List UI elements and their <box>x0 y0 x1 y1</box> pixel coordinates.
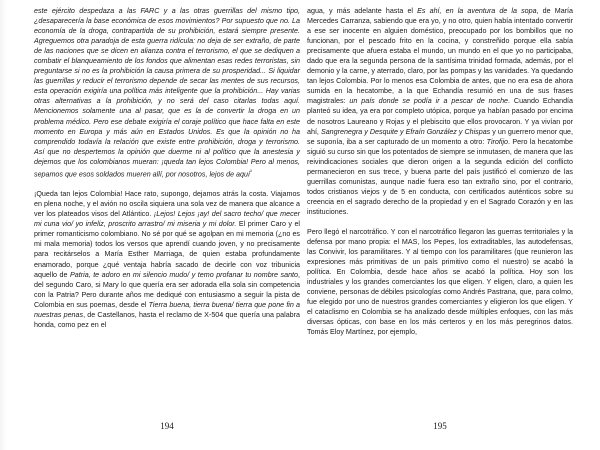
italic-text-run: Tierra buena, tierra buena/ tierra que pone fin a nuestras penas <box>34 300 300 319</box>
text-run: . Cuando Echandía planteó su idea, ya era por completo utópica, porque ya habían pasado por encima de nosotros Laureano y Rojas y el plebiscito que ellos provocaron. Y ya vivían por ahí, <box>307 97 574 136</box>
left-page-text <box>34 6 300 330</box>
right-page <box>307 0 573 450</box>
paragraph <box>307 6 573 217</box>
text-run: , de Castellanos, hasta el reclamo de X-504 que quería una palabra honda, como pez en el <box>34 310 300 329</box>
page-number-right: 195 <box>433 421 447 431</box>
right-page-text <box>307 6 573 338</box>
text-run: y un guerrero menor que, se suponía, iba a ser capturado de un momento a otro: <box>307 127 573 146</box>
paragraph <box>307 227 573 338</box>
italic-text-run: Tirofijo <box>486 137 509 146</box>
text-run: Pero llegó el narcotráfico. Y con el narcotráfico llegaron las guerras territoriales y la defensa por mano propia: el MAS, los Pepes, los extraditables, las autodefensas, las Convivir, los paramilitares. Y al tiempo con los paramilitares (que reunieron las expresiones más primitivas de un país primitivo como el nuestro) se acabó la política. En Colombia, desde hace años se acabó la política. Hoy son los industriales y los grandes comerciantes los que eligen. Y eligen, claro, a quien les conviene, personas de débiles psicologías como Andrés Pastrana, que, para colmo, fue elegido por uno de nuestros grandes comerciantes y eligieron los que eligen. Y el cataclismo en Colombia se ha analizado desde múltiples enfoques, con las más diversas ópticas, con base en los más certeros y en los más peregrinos datos. Tomás Eloy Martínez, por ejemplo, <box>307 227 573 337</box>
text-run: , de María Mercedes Carranza, sabiendo que era yo, y no otro, quien había intentado convertir a ese ser inocente en alguien doméstico, preocupado por los bombillos que no funcionan, por el pescado frito en la cocina, y constreñido porque ella sabía precisamente que afuera estaba el mundo, un mundo en el que yo no participaba, dado que era la segunda persona de la santísima trinidad formada, además, por el demonio y la carne, y aterrado, claro, por las pompas y las vanidades. Ya quedando tan lejos Colombia. Por lo menos esa Colombia de antes, que no era esa de ahora sumida en la hecatombe, a la que Echandía resumió en una de sus frases magistrales: <box>307 7 573 106</box>
paragraph <box>34 6 300 179</box>
paragraph-gap <box>307 217 573 227</box>
text-run: , del segundo Caro, si Mary lo que quería era ser adorada ella sola sin competencia con la Patria? Pero durante años me dediqué con entusiasmo a seguir la pista de Colombia en sus poemas, desde el <box>34 270 300 309</box>
italic-text-run: Patria, te adoro en mi silencio mudo/ y temo profanar tu nombre santo <box>70 270 299 279</box>
text-run: ¡Queda tan lejos Colombia! Hace rato, supongo, dejamos atrás la costa. Viajamos en plena noche, y el avión no oscila siquiera una sola vez de manera que alcance a ver los plateados visos del Atlántico. <box>34 190 300 219</box>
scan-edge-left <box>0 0 6 450</box>
paragraph-gap <box>34 179 300 189</box>
text-run: agua, y más adelante hasta el <box>307 7 418 15</box>
text-run: . Pero la hecatombe siguió su curso sin que los potentados de siempre se inmutasen, de manera que las reivindicaciones sociales que dieron origen a la segunda edición del conflicto permanecieron en sus trece, y buena parte del país justificó el comienzo de las guerrillas comunistas, aunque nadie fuera eso tan extraño sino, por el contrario, todos cristianos viejos y de 5 en conducta, con certificados auténticos sobre su creencia en el sagrado derecho de la propiedad y en el Sagrado Corazón y en las instituciones. <box>307 137 573 216</box>
left-page <box>34 0 300 450</box>
italic-text-run: un país donde se podía ir a pescar de noche <box>349 97 509 106</box>
italic-text-run: Sangrenegra y Desquite y Efraín González y Chispas <box>320 127 491 136</box>
italic-text-run: ¡Lejos! Lejos ¡ay! del sacro techo/ que mecer mi cuna vio/ yo infeliz, proscrito arrastro/ mi miseria y mi dolor. <box>34 210 300 229</box>
page-number-left: 194 <box>160 421 174 431</box>
italic-text-run: Es ahí, en la aventura de la sopa <box>417 7 537 15</box>
text-run: ³ <box>249 168 252 175</box>
text-run: El primer Caro y el primer romanticismo colombiano. No sé por qué se agolpan en mi memoria (¿no es mi mala memoria) todos los versos que aprendí cuando joven, y no precisamente para recitárselos a María Esther Marriaga, de quien estaba profundamente enamorado, porque ¿qué ventaja habría sacado de decirle con voz tribunicia aquello de <box>34 220 301 279</box>
italic-text-run: este ejército despedaza a las FARC y a las otras guerrillas del mismo tipo, ¿desaparecería la base económica de esos movimientos? Por supuesto que no. La economía de la droga, contrapartida de su prohibición, estará siempre presente. Agreguemos otra paradoja de esta guerra ridícula: no deja de ser extraño, de parte de las naciones que se dicen en alianza contra el terrorismo, el que se dediquen a combatir el blanqueamiento de los fondos que alimentan esas redes terroristas, sin preguntarse si no es la prohibición la causa primera de su prosperidad... Si liquidar las guerrillas y reducir el terrorismo depende de secar las mentes de sus recursos, esta operación exigiría una política más inteligente que la prohibición... Hay varias otras alternativas a la prohibición, y no será del caso citarlas todas aquí. Mencionemos solamente una al pasar, que es la de convertir la droga en un problema médico. Pero ese debate exigiría el coraje político que hace falta en este momento en Europa y más aún en Estados Unidos. Es que la opinión no ha comprendido todavía la relación que existe entre prohibición, droga y terrorismo. Así que no despertemos la opinión que duerme ni al político que la anestesia y dejemos que los colombianos mueran: ¡queda tan lejos Colombia! Pero al menos, sepamos que esos soldados mueren allí, por nosotros, lejos de aquí <box>34 7 300 179</box>
paragraph <box>34 189 300 330</box>
